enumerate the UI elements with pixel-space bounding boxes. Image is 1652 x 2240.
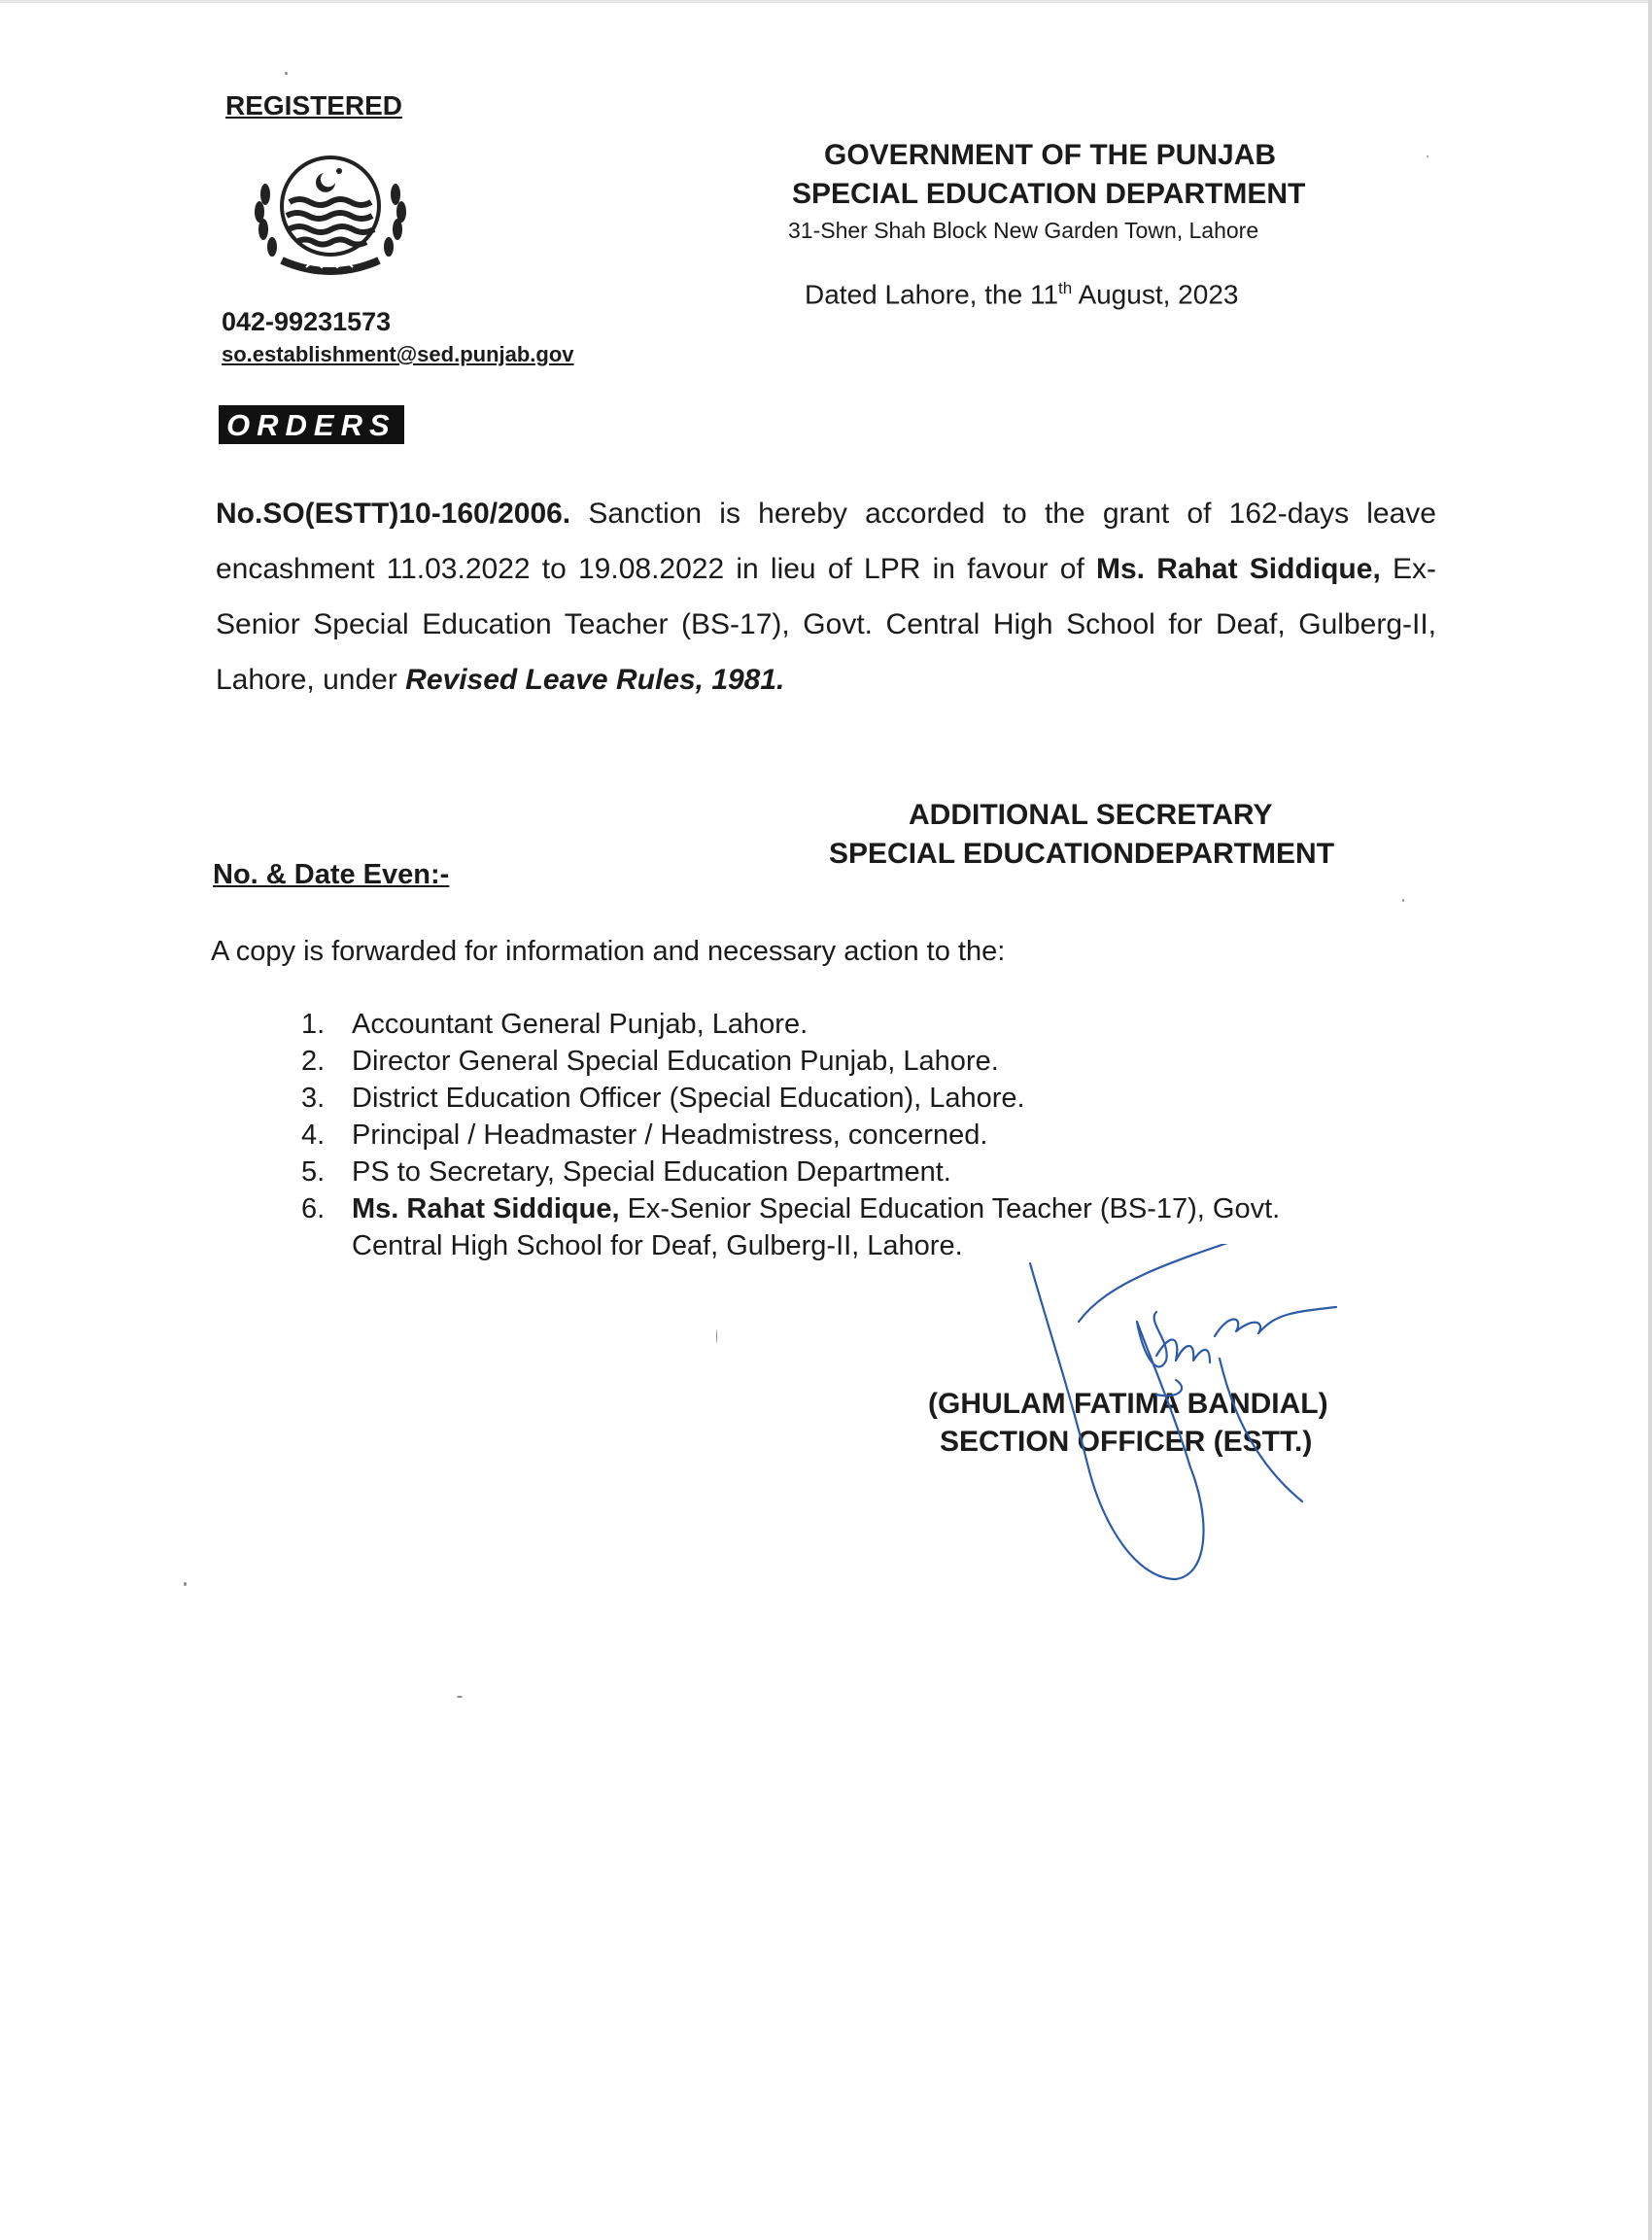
scan-speck [1402,899,1404,902]
department-address: 31-Sher Shah Block New Garden Town, Lahore [788,218,1259,243]
phone-number: 042-99231573 [222,307,392,336]
date-prefix: Dated Lahore, the 11 [805,279,1059,310]
list-text: PS to Secretary, Special Education Department. [352,1156,951,1188]
scan-edge-top [0,0,1652,3]
date-line [805,279,1238,310]
list-text-continuation: Central High School for Deaf, Gulberg-II, Lahore. [352,1230,963,1261]
list-text: Director General Special Education Punjab, Lahore. [352,1046,999,1077]
department-heading: SPECIAL EDUCATION DEPARTMENT [792,178,1306,210]
list-text: Ex-Senior Special Education Teacher (BS-17), Govt. [619,1193,1281,1224]
employee-name: Ms. Rahat Siddique, [1096,553,1381,585]
order-text-part1: Sanction is hereby accorded to the grant of 162-days leave encashment 11.03.2022 to 19.08.2022 in lieu of LPR in favour of [216,498,1436,585]
list-item [292,1117,1458,1154]
list-number: 1. [301,1009,326,1040]
list-text: Principal / Headmaster / Headmistress, concerned. [352,1120,988,1151]
list-number: 5. [301,1156,326,1188]
punjab-government-emblem-icon [238,146,423,282]
scan-edge-right [1648,0,1652,2240]
endorsement-heading: No. & Date Even:- [213,859,450,890]
authority-title: ADDITIONAL SECRETARY [909,799,1273,831]
scan-speck [184,1582,187,1586]
list-text: Accountant General Punjab, Lahore. [352,1009,809,1040]
list-number: 2. [301,1046,326,1077]
date-suffix: August, 2023 [1072,279,1239,310]
scan-speck [1427,155,1428,157]
order-number: No.SO(ESTT)10-160/2006. [216,498,571,530]
signatory-name: (GHULAM FATIMA BANDIAL) [928,1388,1328,1420]
list-number: 4. [301,1120,326,1151]
leave-rules-reference: Revised Leave Rules, 1981. [405,664,785,696]
list-item [292,1080,1458,1117]
government-heading: GOVERNMENT OF THE PUNJAB [824,139,1277,171]
list-item [292,1043,1458,1080]
list-bold-name: Ms. Rahat Siddique, [352,1193,620,1224]
endorsement-intro: A copy is forwarded for information and necessary action to the: [211,936,1006,967]
list-text: District Education Officer (Special Education), Lahore. [352,1083,1025,1114]
scan-speck [716,1329,717,1343]
list-number: 3. [301,1083,326,1114]
authority-department: SPECIAL EDUCATIONDEPARTMENT [829,838,1335,870]
date-ordinal: th [1058,279,1073,297]
registered-label: REGISTERED [225,90,403,121]
list-item [292,1154,1458,1190]
list-item [292,1006,1458,1043]
order-text-part2: Ex-Senior Special Education Teacher (BS-17), Govt. Central High School for Deaf, Gulberg-II, Lahore, under [216,553,1436,696]
distribution-list [292,1006,1458,1264]
scan-speck [285,72,288,75]
order-paragraph [216,486,1436,707]
scan-speck [457,1696,463,1698]
orders-banner: ORDERS [219,405,404,444]
list-number: 6. [301,1193,326,1224]
signatory-title: SECTION OFFICER (ESTT.) [940,1426,1313,1458]
email-address: so.establishment@sed.punjab.gov [222,342,574,366]
handwritten-signature [1011,1244,1380,1594]
